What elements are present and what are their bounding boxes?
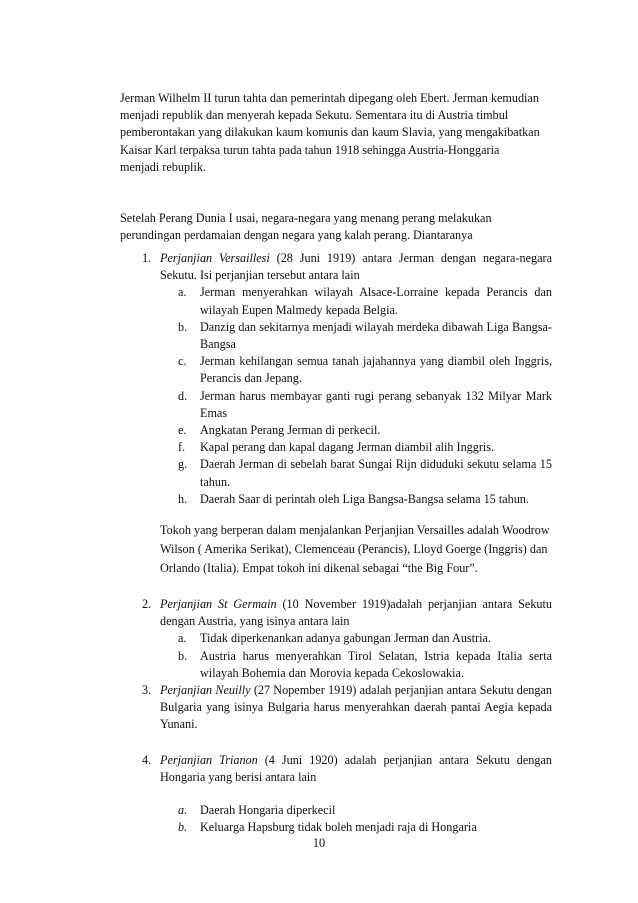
treaty-item-4 bbox=[120, 752, 552, 786]
intro-paragraph: Jerman Wilhelm II turun tahta dan pemerintah dipegang oleh Ebert. Jerman kemudian menjadi republik dan menyerah kepada Sekutu. Sementara itu di Austria timbul pemberontakan yang dilakukan kaum komunis dan kaum Slavia, yang mengakibatkan Kaisar Karl terpaksa turun tahta pada tahun 1918 sehingga Austria-Honggaria menjadi rebuplik. bbox=[120, 91, 540, 174]
treaty-text: (27 Nopember 1919) adalah perjanjian antara Sekutu dengan Bulgaria yang isinya Bulgaria harus menyerahkan daerah pantai Aegia kepada Yunani. bbox=[160, 683, 552, 732]
list-item bbox=[120, 319, 552, 353]
list-item bbox=[120, 491, 552, 508]
treaty-number: 3. bbox=[142, 683, 152, 698]
treaty-item-3 bbox=[120, 682, 552, 734]
list-letter: e. bbox=[178, 423, 187, 438]
list-item bbox=[120, 353, 552, 387]
list-text: Daerah Saar di perintah oleh Liga Bangsa-Bangsa selama 15 tahun. bbox=[200, 491, 529, 506]
list-item bbox=[120, 456, 552, 490]
list-text: Jerman harus membayar ganti rugi perang sebanyak 132 Milyar Mark Emas bbox=[200, 388, 552, 420]
treaty-item-2 bbox=[120, 596, 552, 630]
treaty-note: Tokoh yang berperan dalam menjalankan Perjanjian Versailles adalah Woodrow Wilson ( Amerika Serikat), Clemenceau (Perancis), Lloyd Goerge (Inggris) dan Orlando (Italia). Empat tokoh ini dikenal sebagai “the Big Four”. bbox=[160, 523, 550, 576]
list-text: Jerman kehilangan semua tanah jajahannya yang diambil oleh Inggris, Perancis dan Jepang. bbox=[200, 354, 552, 386]
treaty-number: 1. bbox=[142, 251, 152, 265]
list-letter: d. bbox=[178, 388, 188, 403]
list-letter: h. bbox=[178, 491, 188, 506]
list-letter: a. bbox=[178, 803, 188, 818]
treaty-name: Perjanjian Neuilly bbox=[160, 683, 251, 698]
list-letter: a. bbox=[178, 631, 187, 646]
list-item bbox=[120, 802, 552, 819]
list-item bbox=[120, 630, 552, 647]
treaty-number: 2. bbox=[142, 597, 152, 612]
list-item bbox=[120, 422, 552, 439]
list-text: Tidak diperkenankan adanya gabungan Jerman dan Austria. bbox=[200, 631, 491, 646]
treaty-list bbox=[120, 250, 552, 836]
list-item bbox=[120, 439, 552, 456]
list-text: Danzig dan sekitarnya menjadi wilayah merdeka dibawah Liga Bangsa-Bangsa bbox=[200, 319, 552, 352]
page-number: 10 bbox=[312, 836, 326, 850]
list-letter: g. bbox=[178, 457, 188, 472]
treaty-item-1 bbox=[120, 250, 552, 284]
list-text: Austria harus menyerahkan Tirol Selatan, Istria kepada Italia serta wilayah Bohemia dan Morovia kepada Cekoslowakia. bbox=[200, 648, 552, 680]
list-item bbox=[120, 284, 552, 318]
list-item bbox=[120, 648, 552, 682]
list-letter: a. bbox=[178, 285, 187, 300]
list-letter: f. bbox=[178, 440, 186, 455]
list-text: Kapal perang dan kapal dagang Jerman diambil alih Inggris. bbox=[200, 440, 495, 455]
treaty-name: Perjanjian Versaillesi bbox=[160, 251, 270, 265]
list-letter: b. bbox=[178, 648, 188, 663]
second-paragraph: Setelah Perang Dunia I usai, negara-negara yang menang perang melakukan perundingan perdamaian dengan negara yang kalah perang. Diantaranya bbox=[120, 211, 492, 243]
list-item bbox=[120, 388, 552, 422]
treaty-text: (28 Juni 1919) antara Jerman dengan negara-negara Sekutu. Isi perjanjian tersebut antara lain bbox=[160, 251, 552, 283]
treaty-name: Perjanjian Trianon bbox=[160, 752, 258, 767]
list-text: Daerah Jerman di sebelah barat Sungai Rijn diduduki sekutu selama 15 tahun. bbox=[200, 457, 552, 489]
treaty-text: (10 November 1919)adalah perjanjian antara Sekutu dengan Austria, yang isinya antara lain bbox=[160, 597, 552, 629]
list-text: Keluarga Hapsburg tidak boleh menjadi raja di Hongaria bbox=[200, 820, 477, 835]
list-letter: c. bbox=[178, 354, 187, 369]
list-text: Jerman menyerahkan wilayah Alsace-Lorraine kepada Perancis dan wilayah Eupen Malmedy kepada Belgia. bbox=[200, 285, 552, 317]
treaty-number: 4. bbox=[142, 752, 152, 767]
list-item bbox=[120, 819, 552, 836]
treaty-text: (4 Juni 1920) adalah perjanjian antara Sekutu dengan Hongaria yang berisi antara lain bbox=[160, 752, 552, 784]
list-text: Angkatan Perang Jerman di perkecil. bbox=[200, 423, 381, 438]
treaty-name: Perjanjian St Germain bbox=[160, 597, 277, 612]
list-text: Daerah Hongaria diperkecil bbox=[200, 803, 336, 818]
list-letter: b. bbox=[178, 319, 188, 334]
list-letter: b. bbox=[178, 820, 188, 835]
